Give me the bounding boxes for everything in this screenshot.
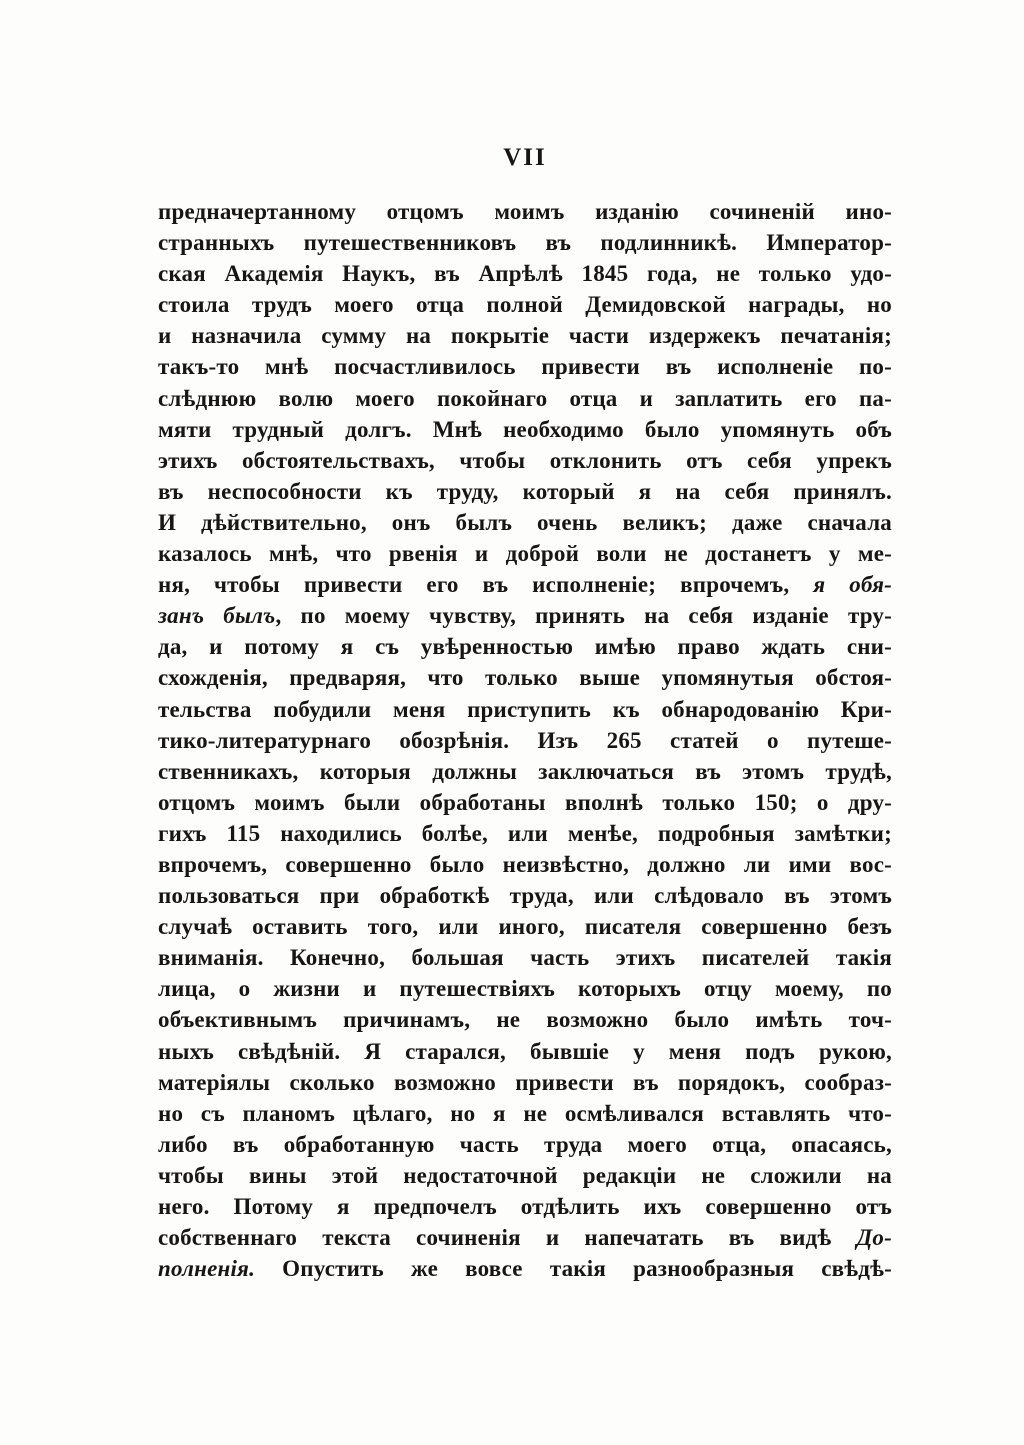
text-line xyxy=(158,662,892,693)
italic-text-segment: полненія. xyxy=(158,1256,256,1282)
text-line xyxy=(158,1253,892,1284)
text-line xyxy=(158,1067,892,1098)
text-segment: слѣднюю волю моего покойнаго отца и заплатить его па- xyxy=(158,385,892,411)
text-line xyxy=(158,973,892,1004)
text-line xyxy=(158,1222,892,1253)
text-line xyxy=(158,787,892,818)
text-segment: лица, о жизни и путешествіяхъ которыхъ отцу моему, по xyxy=(158,976,892,1002)
text-segment: ственникахъ, которыя должны заключаться въ этомъ трудѣ, xyxy=(158,758,892,784)
text-segment: предначертанному отцомъ моимъ изданію сочиненій ино- xyxy=(158,199,892,224)
text-line xyxy=(158,756,892,787)
text-line xyxy=(158,1160,892,1191)
text-segment: ская Академія Наукъ, въ Апрѣлѣ 1845 года, не только удо- xyxy=(158,261,892,287)
text-segment: пользоваться при обработкѣ труда, или слѣдовало въ этомъ xyxy=(158,883,892,909)
text-line xyxy=(158,1129,892,1160)
text-segment: собственнаго текста сочиненія и напечатать въ видѣ xyxy=(158,1225,857,1251)
text-segment: странныхъ путешественниковъ въ подлинникѣ. Император- xyxy=(158,230,892,256)
text-segment: гихъ 115 находились болѣе, или менѣе, подробныя замѣтки; xyxy=(158,820,892,846)
text-segment: матеріялы сколько возможно привести въ порядокъ, сообраз- xyxy=(158,1069,892,1095)
text-line xyxy=(158,538,892,569)
text-line xyxy=(158,569,892,600)
text-segment: тико-литературнаго обозрѣнія. Изъ 265 статей о путеше- xyxy=(158,727,892,753)
text-line xyxy=(158,476,892,507)
text-line xyxy=(158,880,892,911)
text-segment: да, и потому я съ увѣренностью имѣю право ждать сни- xyxy=(158,634,892,660)
text-line xyxy=(158,1098,892,1129)
text-line xyxy=(158,725,892,756)
text-segment: стоила трудъ моего отца полной Демидовской награды, но xyxy=(158,292,892,318)
text-line xyxy=(158,942,892,973)
text-line xyxy=(158,258,892,289)
text-line xyxy=(158,351,892,382)
text-segment: ня, чтобы привести его въ исполненіе; впрочемъ, xyxy=(158,572,814,598)
text-line xyxy=(158,1036,892,1067)
text-line xyxy=(158,445,892,476)
text-segment: либо въ обработанную часть труда моего отца, опасаясь, xyxy=(158,1131,892,1157)
text-line xyxy=(158,694,892,725)
text-line xyxy=(158,414,892,445)
text-segment: него. Потому я предпочелъ отдѣлить ихъ совершенно отъ xyxy=(158,1194,892,1219)
text-segment: объективнымъ причинамъ, не возможно было имѣть точ- xyxy=(158,1007,892,1033)
text-segment: ныхъ свѣдѣній. Я старался, бывшіе у меня подъ рукою, xyxy=(158,1038,892,1064)
text-line xyxy=(158,1191,892,1222)
text-line xyxy=(158,911,892,942)
text-segment: такъ-то мнѣ посчастливилось привести въ исполненіе по- xyxy=(158,354,892,380)
page-number: VII xyxy=(503,144,547,171)
body-text xyxy=(158,196,892,1284)
text-segment: казалось мнѣ, что рвенія и доброй воли не достанетъ у ме- xyxy=(158,541,892,567)
text-line xyxy=(158,818,892,849)
text-line xyxy=(158,383,892,414)
text-segment: впрочемъ, совершенно было неизвѣстно, должно ли ими вос- xyxy=(158,851,892,877)
text-line xyxy=(158,507,892,538)
text-line xyxy=(158,1004,892,1035)
text-segment: отцомъ моимъ были обработаны вполнѣ только 150; о дру- xyxy=(158,789,892,815)
text-segment: въ неспособности къ труду, который я на себя принялъ. xyxy=(158,478,892,504)
italic-text-segment: занъ былъ xyxy=(158,603,276,629)
text-segment: Опустить же вовсе такія разнообразныя свѣдѣ- xyxy=(255,1256,892,1282)
text-segment: схожденія, предваряя, что только выше упомянутыя обстоя- xyxy=(158,665,892,691)
text-line xyxy=(158,600,892,631)
italic-text-segment: я обя- xyxy=(813,572,892,598)
text-segment: чтобы вины этой недостаточной редакціи не сложили на xyxy=(158,1162,892,1188)
text-line xyxy=(158,849,892,880)
text-segment: мяти трудный долгъ. Мнѣ необходимо было упомянуть объ xyxy=(158,416,892,442)
text-line xyxy=(158,196,892,227)
text-segment: и назначила сумму на покрытіе части издержекъ печатанія; xyxy=(158,323,892,349)
text-line xyxy=(158,227,892,258)
text-segment: И дѣйствительно, онъ былъ очень великъ; даже сначала xyxy=(158,509,892,535)
text-line xyxy=(158,631,892,662)
text-line xyxy=(158,320,892,351)
italic-text-segment: До- xyxy=(856,1225,892,1251)
text-segment: вниманія. Конечно, большая часть этихъ писателей такія xyxy=(158,945,892,971)
text-segment: случаѣ оставить того, или иного, писателя совершенно безъ xyxy=(158,914,892,940)
text-line xyxy=(158,289,892,320)
text-segment: тельства побудили меня приступить къ обнародованію Кри- xyxy=(158,696,892,722)
text-segment: этихъ обстоятельствахъ, чтобы отклонить отъ себя упрекъ xyxy=(158,447,892,473)
text-segment: , по моему чувству, принять на себя изданіе тру- xyxy=(275,603,892,629)
text-segment: но съ планомъ цѣлаго, но я не осмѣливался вставлять что- xyxy=(158,1100,892,1126)
